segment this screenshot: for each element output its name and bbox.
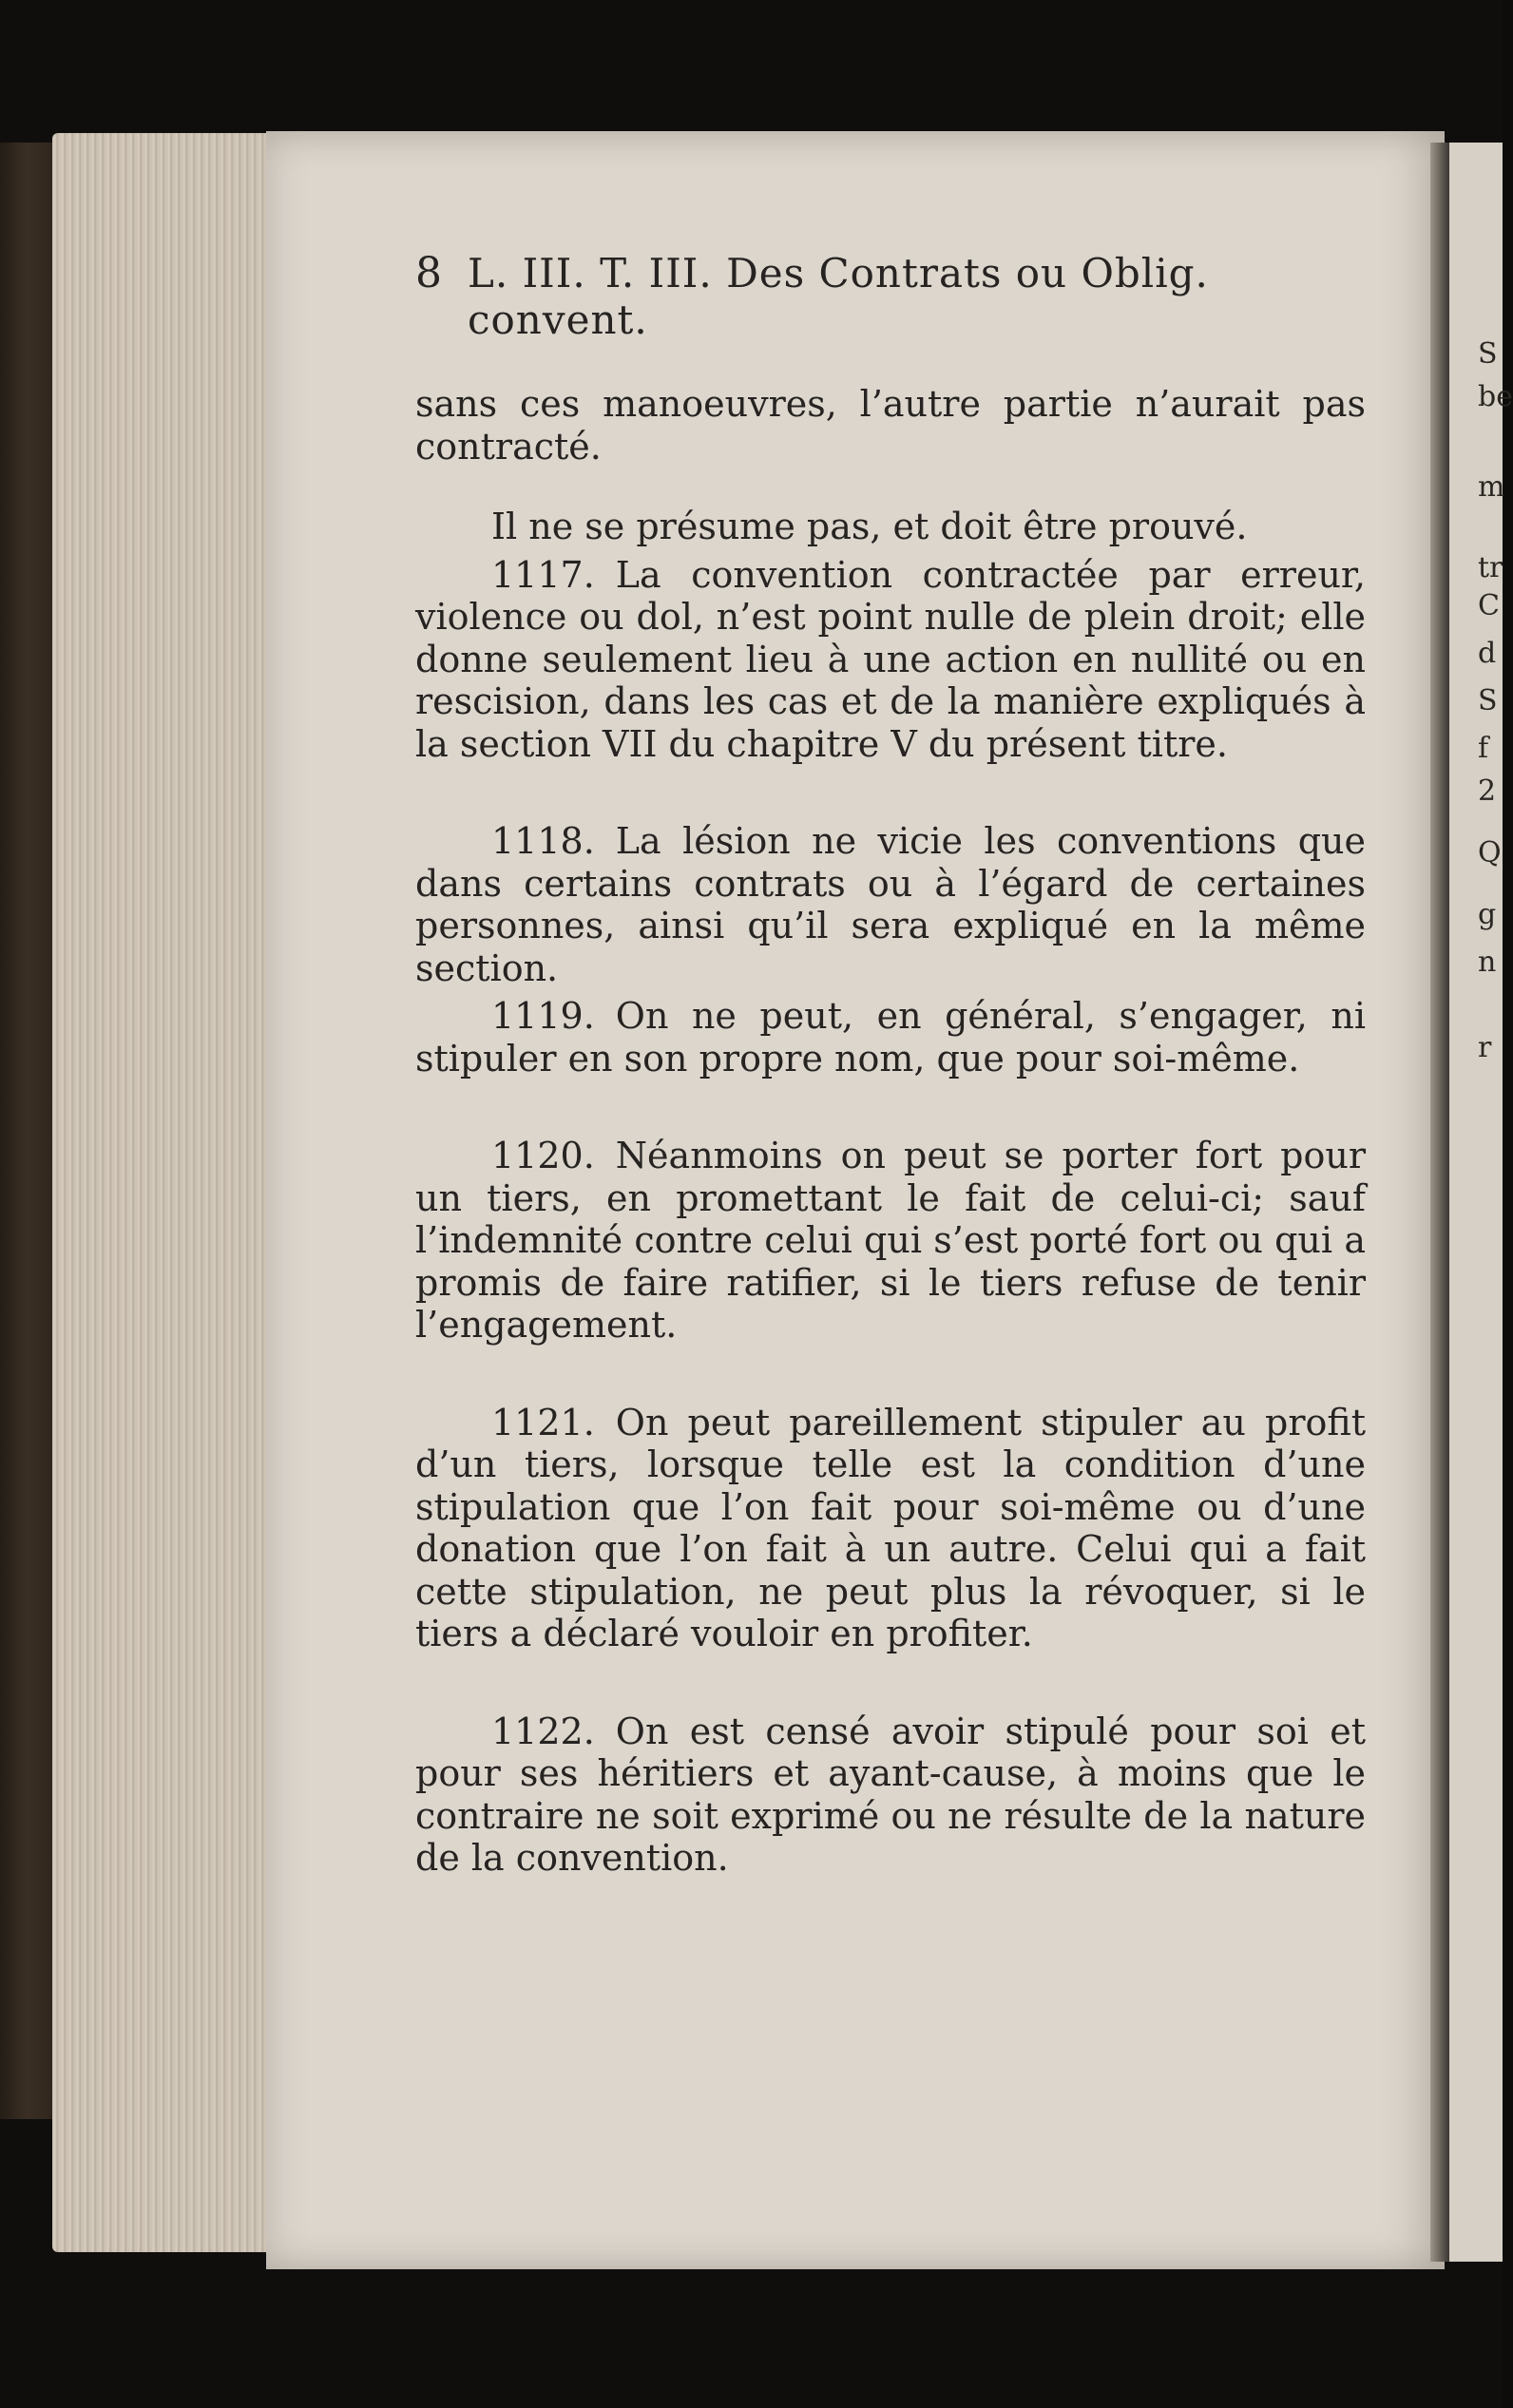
article-text: On peut pareillement stipuler au profit d’un tiers, lorsque telle est la condition d’une stipulation que l’on fait pour soi-même ou d’une donation que l’on fait à un autre. Celui qui a fait cette stipulation, ne peut plus la révoquer, si le tiers a déclaré vouloir en profiter. <box>415 1401 1366 1654</box>
running-header <box>415 249 1366 343</box>
facing-glyph: d <box>1478 637 1497 670</box>
article-number: 1121. <box>491 1401 595 1443</box>
article-text: On est censé avoir stipulé pour soi et pour ses héritiers et ayant-cause, à moins que le contraire ne soit exprimé ou ne résulte de la nature de la convention. <box>415 1710 1366 1879</box>
facing-glyph: S <box>1478 337 1498 371</box>
article-1122 <box>415 1710 1366 1880</box>
book-gutter <box>1430 143 1449 2262</box>
page-edges <box>52 133 271 2252</box>
facing-glyph: r <box>1478 1031 1492 1064</box>
facing-glyph: 2 <box>1478 774 1497 808</box>
article-1117 <box>415 554 1366 766</box>
page-number: 8 <box>415 249 443 297</box>
article-1120 <box>415 1135 1366 1347</box>
facing-glyph: f <box>1478 732 1489 765</box>
article-1118 <box>415 820 1366 989</box>
article-1121 <box>415 1402 1366 1655</box>
paragraph-continuation: sans ces manoeuvres, l’autre partie n’aurait pas contracté. <box>415 383 1366 468</box>
facing-glyph: be <box>1478 380 1513 413</box>
article-number: 1118. <box>491 820 595 862</box>
page-text <box>415 249 1366 1880</box>
article-1119 <box>415 995 1366 1080</box>
article-number: 1122. <box>491 1710 595 1752</box>
article-number: 1119. <box>491 995 595 1037</box>
facing-glyph: tr <box>1478 551 1503 584</box>
facing-glyph: C <box>1478 589 1500 622</box>
article-text: Néanmoins on peut se porter fort pour un tiers, en promettant le fait de celui-ci; sauf l’indemnité contre celui qui s’est porté fort ou qui a promis de faire ratifier, si le tiers refuse de tenir l’engagement. <box>415 1135 1366 1346</box>
facing-glyph: m <box>1478 470 1505 504</box>
article-text: On ne peut, en général, s’engager, ni stipuler en son propre nom, que pour soi-même. <box>415 995 1366 1080</box>
article-text: La lésion ne vicie les conventions que dans certains contrats ou à l’égard de certaines personnes, ainsi qu’il sera expliqué en la même section. <box>415 820 1366 989</box>
article-text: La convention contractée par erreur, violence ou dol, n’est point nulle de plein droit; elle donne seulement lieu à une action en nullité ou en rescision, dans les cas et de la manière expliqués à la section VII du chapitre V du présent titre. <box>415 553 1366 765</box>
facing-glyph: n <box>1478 946 1497 979</box>
running-title: L. III. T. III. Des Contrats ou Oblig. convent. <box>468 250 1209 343</box>
facing-glyph: Q <box>1478 836 1502 870</box>
facing-glyph: g <box>1478 898 1497 931</box>
facing-page-edge <box>1449 143 1513 2262</box>
article-number: 1117. <box>491 553 595 596</box>
paragraph-presumption: Il ne se présume pas, et doit être prouvé. <box>491 506 1248 547</box>
facing-glyph: S <box>1478 684 1498 717</box>
article-number: 1120. <box>491 1135 595 1176</box>
